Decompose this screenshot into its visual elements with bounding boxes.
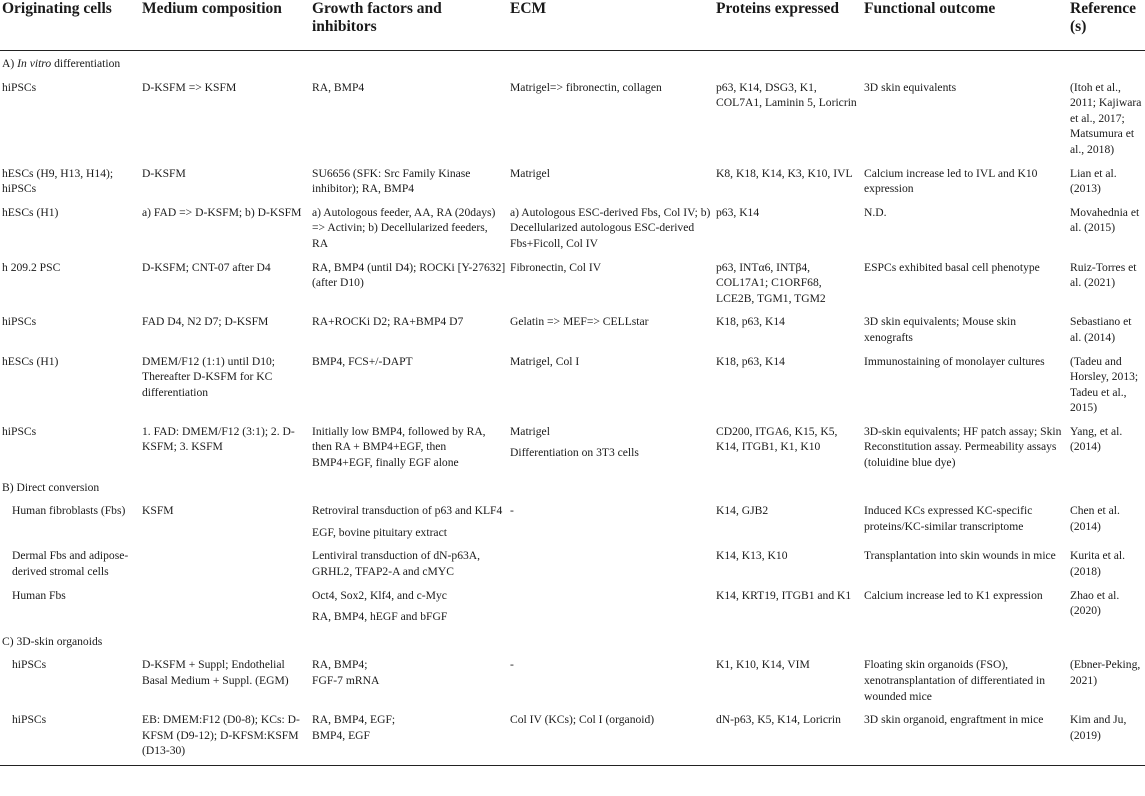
cell-originating: hESCs (H1) — [2, 205, 59, 219]
cell-growth-line: RA, BMP4; — [312, 658, 368, 672]
cell-originating: h 209.2 PSC — [2, 260, 61, 274]
header-growth-factors: Growth factors and inhibitors — [310, 0, 508, 51]
cell-growth — [310, 653, 508, 708]
cell-ecm: Col IV (KCs); Col I (organoid) — [508, 708, 714, 765]
cell-proteins: K8, K18, K14, K3, K10, IVL — [716, 166, 853, 180]
table-row — [0, 310, 1145, 349]
cell-outcome: Floating skin organoids (FSO), xenotransplantation of differentiated in wounded mice — [864, 658, 1046, 703]
cell-medium — [140, 544, 310, 583]
table-row — [0, 76, 1145, 162]
cell-growth — [310, 584, 508, 629]
cell-growth-line: RA, BMP4, hEGF and bFGF — [312, 610, 448, 624]
cell-ecm: Matrigel=> fibronectin, collagen — [510, 80, 662, 94]
cell-reference: (Itoh et al., 2011; Kajiwara et al., 2017; Matsumura et al., 2018) — [1070, 80, 1142, 156]
section-title-c: C) 3D-skin organoids — [2, 634, 103, 648]
table-row — [0, 499, 1145, 544]
table-row — [0, 708, 1145, 765]
table-row — [0, 544, 1145, 583]
cell-originating: hiPSCs — [0, 708, 140, 765]
cell-reference: Zhao et al. (2020) — [1070, 588, 1120, 618]
cell-growth-line: Retroviral transduction of p63 and KLF4 — [312, 504, 503, 518]
table-row — [0, 420, 1145, 475]
cell-medium: D-KSFM + Suppl; Endothelial Basal Medium + Suppl. (EGM) — [142, 658, 289, 687]
header-proteins-expressed: Proteins expressed — [714, 0, 862, 51]
cell-growth: RA, BMP4 (until D4); ROCKi [Y-27632] (after D10) — [312, 260, 506, 290]
cell-growth: BMP4, FCS+/-DAPT — [312, 354, 413, 368]
cell-outcome: 3D skin equivalents; Mouse skin xenografts — [864, 315, 1016, 344]
header-reference: Reference (s) — [1068, 0, 1145, 51]
cell-proteins: K14, GJB2 — [716, 504, 769, 518]
cell-ecm: Fibronectin, Col IV — [510, 260, 602, 274]
cell-outcome: ESPCs exhibited basal cell phenotype — [864, 260, 1040, 274]
section-title-a: A) In vitro differentiation — [2, 57, 121, 70]
cell-ecm-line: Differentiation on 3T3 cells — [510, 446, 639, 460]
cell-ecm: - — [510, 504, 514, 518]
cell-outcome: 3D skin equivalents — [864, 80, 957, 94]
cell-originating: hESCs (H1) — [2, 354, 59, 368]
cell-proteins: p63, K14 — [716, 205, 760, 219]
cell-medium: 1. FAD: DMEM/F12 (3:1); 2. D-KSFM; 3. KSFM — [142, 424, 295, 454]
cell-growth-line: EGF, bovine pituitary extract — [312, 525, 447, 539]
cell-medium: D-KSFM — [142, 166, 186, 180]
cell-originating: Human fibroblasts (Fbs) — [12, 504, 126, 518]
table-row — [0, 201, 1145, 256]
cell-medium: KSFM — [142, 504, 174, 518]
cell-reference: Kim and Ju, (2019) — [1068, 708, 1145, 765]
cell-proteins: K1, K10, K14, VIM — [716, 658, 810, 672]
cell-reference: Sebastiano et al. (2014) — [1070, 315, 1132, 344]
cell-originating: Human Fbs — [12, 588, 66, 602]
cell-ecm: - — [510, 658, 514, 672]
table-row — [0, 162, 1145, 201]
cell-growth: Lentiviral transduction of dN-p63A, GRHL2, TFAP2-A and cMYC — [312, 549, 481, 579]
cell-outcome: Immunostaining of monolayer cultures — [864, 354, 1045, 368]
table-row — [0, 350, 1145, 420]
cell-outcome: 3D-skin equivalents; HF patch assay; Skin Reconstitution assay. Permeability assays (toluidine blue dye) — [864, 424, 1062, 470]
cell-outcome: Induced KCs expressed KC-specific proteins/KC-similar transcriptome — [864, 504, 1033, 533]
cell-medium: FAD D4, N2 D7; D-KSFM — [142, 315, 269, 329]
cell-growth-line: Oct4, Sox2, Klf4, and c-Myc — [312, 588, 447, 602]
cell-originating: hiPSCs — [2, 424, 37, 438]
cell-ecm: Matrigel, Col I — [510, 354, 580, 368]
cell-proteins: K18, p63, K14 — [716, 354, 785, 368]
table-row — [0, 653, 1145, 708]
cell-outcome: N.D. — [864, 205, 887, 219]
cell-outcome: Transplantation into skin wounds in mice — [864, 549, 1056, 563]
cell-growth-line: RA, BMP4, EGF; — [312, 713, 396, 727]
cell-medium: DMEM/F12 (1:1) until D10; Thereafter D-KSFM for KC differentiation — [142, 354, 276, 399]
header-ecm: ECM — [508, 0, 714, 51]
cell-proteins: dN-p63, K5, K14, Loricrin — [714, 708, 862, 765]
cell-ecm — [508, 584, 714, 629]
cell-originating: hiPSCs — [12, 658, 47, 672]
cell-originating: hESCs (H9, H13, H14); hiPSCs — [2, 166, 114, 196]
cell-reference: Lian et al. (2013) — [1070, 166, 1117, 196]
cell-outcome: Calcium increase led to IVL and K10 expression — [864, 166, 1038, 196]
cell-growth: Initially low BMP4, followed by RA, then RA + BMP4+EGF, then BMP4+EGF, finally EGF alone — [312, 424, 486, 470]
table-row — [0, 584, 1145, 629]
cell-ecm: Gelatin => MEF=> CELLstar — [510, 315, 649, 329]
cell-growth: RA+ROCKi D2; RA+BMP4 D7 — [312, 315, 464, 329]
cell-medium: D-KSFM; CNT-07 after D4 — [142, 260, 271, 274]
cell-originating: hiPSCs — [2, 315, 37, 329]
cell-proteins: CD200, ITGA6, K15, K5, K14, ITGB1, K1, K10 — [716, 424, 838, 454]
cell-growth — [310, 499, 508, 544]
cell-ecm: Matrigel — [510, 166, 550, 180]
cell-originating: hiPSCs — [2, 80, 37, 94]
cell-growth: SU6656 (SFK: Src Family Kinase inhibitor); RA, BMP4 — [312, 166, 471, 196]
header-medium-composition: Medium composition — [140, 0, 310, 51]
cell-outcome: 3D skin organoid, engraftment in mice — [862, 708, 1068, 765]
cell-growth-line: FGF-7 mRNA — [312, 674, 380, 687]
cell-reference: Ruiz-Torres et al. (2021) — [1070, 260, 1137, 290]
header-functional-outcome: Functional outcome — [862, 0, 1068, 51]
section-row-a — [0, 51, 1145, 76]
cell-proteins: K18, p63, K14 — [716, 315, 785, 329]
cell-medium — [140, 584, 310, 629]
section-row-b — [0, 475, 1145, 500]
cell-proteins: K14, KRT19, ITGB1 and K1 — [716, 588, 852, 602]
cell-reference: (Tadeu and Horsley, 2013; Tadeu et al., 2015) — [1070, 354, 1139, 415]
cell-medium: EB: DMEM:F12 (D0-8); KCs: D-KFSM (D9-12); D-KFSM:KSFM (D13-30) — [140, 708, 310, 765]
cell-reference: Yang, et al. (2014) — [1070, 424, 1123, 454]
cell-growth: a) Autologous feeder, AA, RA (20days) => Activin; b) Decellularized feeders, RA — [312, 205, 496, 250]
cell-reference: Movahednia et al. (2015) — [1070, 205, 1140, 235]
cell-outcome: Calcium increase led to K1 expression — [864, 588, 1043, 602]
cell-ecm — [508, 420, 714, 475]
cell-reference: (Ebner-Peking, 2021) — [1070, 658, 1141, 687]
cell-growth-line: BMP4, EGF — [312, 728, 370, 742]
cell-proteins: p63, INTα6, INTβ4, COL17A1; C1ORF68, LCE2B, TGM1, TGM2 — [716, 260, 826, 305]
cell-medium: a) FAD => D-KSFM; b) D-KSFM — [142, 205, 302, 219]
cell-reference: Kurita et al. (2018) — [1070, 549, 1126, 579]
cell-growth: RA, BMP4 — [312, 80, 365, 94]
header-row — [0, 0, 1145, 51]
section-title-b: B) Direct conversion — [2, 480, 100, 494]
cell-proteins: p63, K14, DSG3, K1, COL7A1, Laminin 5, Loricrin — [716, 80, 857, 110]
cell-ecm: a) Autologous ESC-derived Fbs, Col IV; b) Decellularized autologous ESC-derived Fbs+Ficoll, Col IV — [510, 205, 711, 250]
table-row — [0, 256, 1145, 311]
section-row-c — [0, 629, 1145, 654]
cell-proteins: K14, K13, K10 — [716, 549, 788, 563]
cell-ecm-line: Matrigel — [510, 424, 550, 438]
header-originating-cells: Originating cells — [0, 0, 140, 51]
cell-reference: Chen et al. (2014) — [1070, 504, 1120, 533]
cell-medium: D-KSFM => KSFM — [142, 80, 237, 94]
cell-growth — [310, 708, 508, 765]
cell-ecm — [508, 544, 714, 583]
cell-originating: Dermal Fbs and adipose-derived stromal cells — [12, 549, 129, 579]
